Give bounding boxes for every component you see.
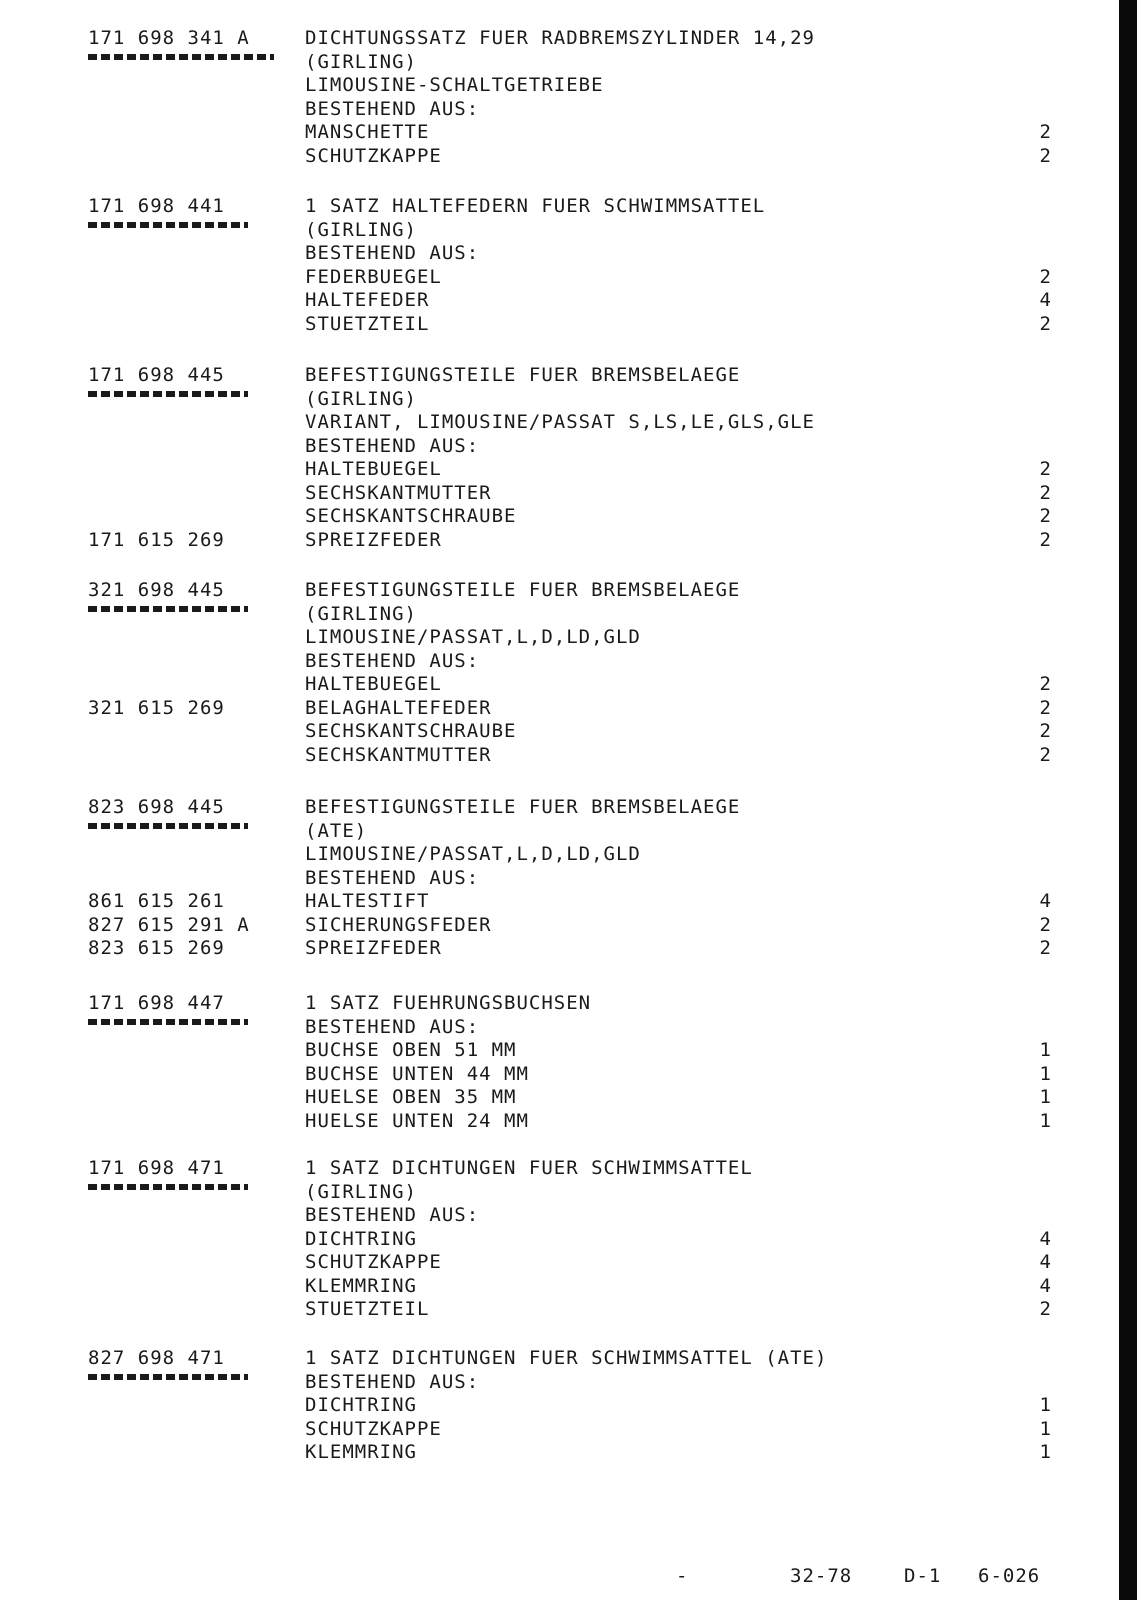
line-quantity: 1: [1039, 1086, 1052, 1108]
line-description: SCHUTZKAPPE: [305, 1251, 442, 1273]
line-quantity: 2: [1039, 266, 1052, 288]
part-number-underline: [88, 1019, 248, 1025]
line-description: HALTEFEDER: [305, 289, 430, 311]
section-title: 1 SATZ DICHTUNGEN FUER SCHWIMMSATTEL (ATE): [305, 1347, 828, 1369]
line-quantity: 2: [1039, 121, 1052, 143]
line-description: SICHERUNGSFEDER: [305, 914, 492, 936]
line-description: MANSCHETTE: [305, 121, 430, 143]
line-quantity: 1: [1039, 1063, 1052, 1085]
line-description: HALTESTIFT: [305, 890, 430, 912]
line-description: SECHSKANTSCHRAUBE: [305, 720, 517, 742]
line-quantity: 2: [1039, 673, 1052, 695]
part-number-underline: [88, 54, 274, 60]
footer-page-number: 6-026: [978, 1565, 1041, 1587]
section-part-number: 823 698 445: [88, 796, 225, 818]
part-number-underline: [88, 1374, 248, 1380]
part-number-underline: [88, 222, 248, 228]
footer-code-section: D-1: [904, 1565, 942, 1587]
line-quantity: 4: [1039, 1228, 1052, 1250]
line-description: FEDERBUEGEL: [305, 266, 442, 288]
line-description: HALTEBUEGEL: [305, 673, 442, 695]
line-description: BESTEHEND AUS:: [305, 1204, 480, 1226]
line-quantity: 4: [1039, 1275, 1052, 1297]
line-description: SPREIZFEDER: [305, 529, 442, 551]
line-description: STUETZTEIL: [305, 1298, 430, 1320]
line-quantity: 4: [1039, 890, 1052, 912]
line-description: HUELSE UNTEN 24 MM: [305, 1110, 529, 1132]
line-quantity: 1: [1039, 1110, 1052, 1132]
line-description: SECHSKANTMUTTER: [305, 744, 492, 766]
section-title: DICHTUNGSSATZ FUER RADBREMSZYLINDER 14,29: [305, 27, 815, 49]
line-description: (GIRLING): [305, 219, 417, 241]
line-description: (ATE): [305, 820, 368, 842]
line-part-number: 827 615 291 A: [88, 914, 250, 936]
line-description: KLEMMRING: [305, 1441, 417, 1463]
part-number-underline: [88, 391, 248, 397]
line-quantity: 1: [1039, 1039, 1052, 1061]
section-title: BEFESTIGUNGSTEILE FUER BREMSBELAEGE: [305, 579, 741, 601]
section-part-number: 171 698 471: [88, 1157, 225, 1179]
line-quantity: 2: [1039, 482, 1052, 504]
line-part-number: 861 615 261: [88, 890, 225, 912]
line-description: (GIRLING): [305, 388, 417, 410]
line-quantity: 2: [1039, 744, 1052, 766]
footer-code-date: 32-78: [790, 1565, 853, 1587]
line-description: BESTEHEND AUS:: [305, 1016, 480, 1038]
line-description: HALTEBUEGEL: [305, 458, 442, 480]
section-part-number: 171 698 441: [88, 195, 225, 217]
part-number-underline: [88, 823, 248, 829]
line-quantity: 2: [1039, 458, 1052, 480]
line-description: BESTEHEND AUS:: [305, 650, 480, 672]
line-description: SECHSKANTMUTTER: [305, 482, 492, 504]
line-description: BESTEHEND AUS:: [305, 435, 480, 457]
line-description: (GIRLING): [305, 1181, 417, 1203]
section-part-number: 171 698 447: [88, 992, 225, 1014]
part-number-underline: [88, 606, 248, 612]
line-part-number: 823 615 269: [88, 937, 225, 959]
line-quantity: 2: [1039, 914, 1052, 936]
line-quantity: 2: [1039, 145, 1052, 167]
line-quantity: 2: [1039, 1298, 1052, 1320]
line-description: (GIRLING): [305, 51, 417, 73]
section-title: 1 SATZ FUEHRUNGSBUCHSEN: [305, 992, 592, 1014]
line-description: BUCHSE UNTEN 44 MM: [305, 1063, 529, 1085]
footer-dash: -: [676, 1565, 689, 1587]
line-quantity: 1: [1039, 1441, 1052, 1463]
section-part-number: 321 698 445: [88, 579, 225, 601]
line-description: BESTEHEND AUS:: [305, 1371, 480, 1393]
line-quantity: 1: [1039, 1418, 1052, 1440]
line-description: LIMOUSINE-SCHALTGETRIEBE: [305, 74, 604, 96]
line-quantity: 2: [1039, 937, 1052, 959]
line-quantity: 2: [1039, 697, 1052, 719]
line-description: BESTEHEND AUS:: [305, 242, 480, 264]
line-quantity: 2: [1039, 720, 1052, 742]
line-part-number: 321 615 269: [88, 697, 225, 719]
section-title: 1 SATZ HALTEFEDERN FUER SCHWIMMSATTEL: [305, 195, 766, 217]
section-part-number: 171 698 341 A: [88, 27, 250, 49]
line-description: (GIRLING): [305, 603, 417, 625]
line-quantity: 4: [1039, 1251, 1052, 1273]
line-description: VARIANT, LIMOUSINE/PASSAT S,LS,LE,GLS,GLE: [305, 411, 815, 433]
line-quantity: 1: [1039, 1394, 1052, 1416]
line-description: SCHUTZKAPPE: [305, 145, 442, 167]
line-description: SPREIZFEDER: [305, 937, 442, 959]
section-title: BEFESTIGUNGSTEILE FUER BREMSBELAEGE: [305, 796, 741, 818]
line-quantity: 2: [1039, 529, 1052, 551]
page-footer: [0, 1566, 1137, 1590]
part-number-underline: [88, 1184, 248, 1190]
line-quantity: 2: [1039, 313, 1052, 335]
line-quantity: 4: [1039, 289, 1052, 311]
line-description: LIMOUSINE/PASSAT,L,D,LD,GLD: [305, 843, 641, 865]
line-description: BUCHSE OBEN 51 MM: [305, 1039, 517, 1061]
line-description: LIMOUSINE/PASSAT,L,D,LD,GLD: [305, 626, 641, 648]
line-description: SCHUTZKAPPE: [305, 1418, 442, 1440]
line-description: BELAGHALTEFEDER: [305, 697, 492, 719]
line-description: STUETZTEIL: [305, 313, 430, 335]
section-part-number: 171 698 445: [88, 364, 225, 386]
line-description: BESTEHEND AUS:: [305, 867, 480, 889]
line-part-number: 171 615 269: [88, 529, 225, 551]
line-description: DICHTRING: [305, 1228, 417, 1250]
line-description: BESTEHEND AUS:: [305, 98, 480, 120]
section-part-number: 827 698 471: [88, 1347, 225, 1369]
line-description: DICHTRING: [305, 1394, 417, 1416]
section-title: 1 SATZ DICHTUNGEN FUER SCHWIMMSATTEL: [305, 1157, 753, 1179]
line-quantity: 2: [1039, 505, 1052, 527]
line-description: KLEMMRING: [305, 1275, 417, 1297]
line-description: SECHSKANTSCHRAUBE: [305, 505, 517, 527]
scan-edge-bar: [1119, 0, 1137, 1600]
line-description: HUELSE OBEN 35 MM: [305, 1086, 517, 1108]
section-title: BEFESTIGUNGSTEILE FUER BREMSBELAEGE: [305, 364, 741, 386]
